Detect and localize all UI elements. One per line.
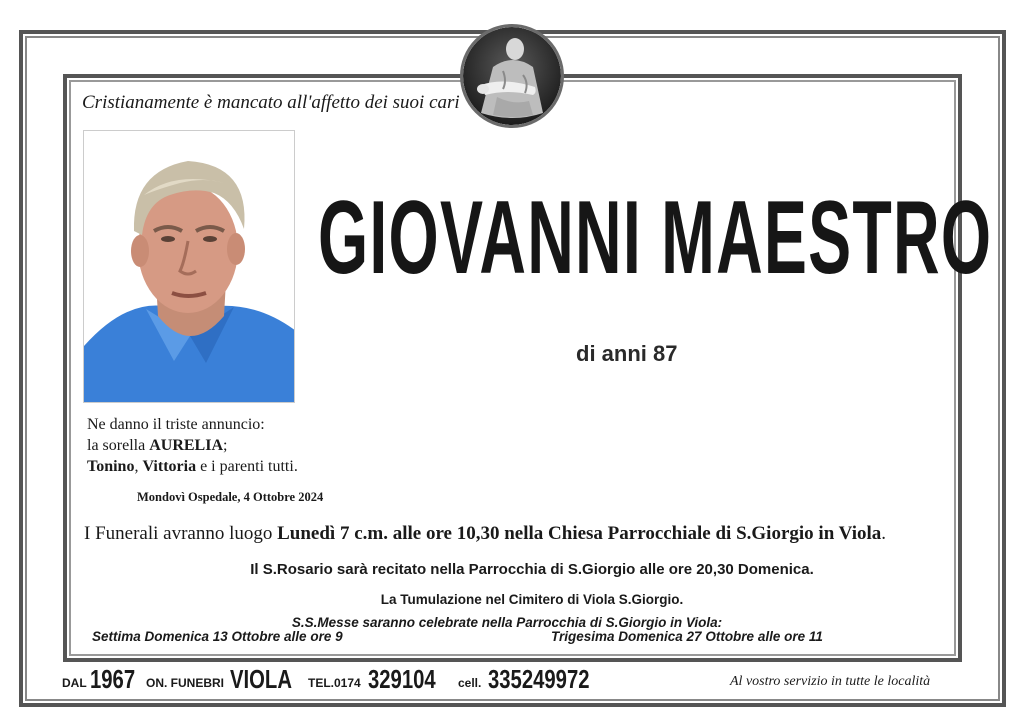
funeral-period: . <box>881 523 886 544</box>
announcement-separator: , <box>134 458 143 475</box>
funeral-details: Lunedì 7 c.m. alle ore 10,30 nella Chiesa Parrocchiale di S.Giorgio in Viola <box>277 523 882 544</box>
footer-cell-label: cell. <box>458 676 482 690</box>
footer-onoranze-label: ON. FUNEBRI <box>146 676 224 690</box>
funeral-intro: I Funerali avranno luogo <box>84 523 278 544</box>
announcement-block <box>87 414 298 477</box>
rosary-info: Il S.Rosario sarà recitato nella Parrocchia di S.Giorgio alle ore 20,30 Domenica. <box>250 561 814 578</box>
announcement-line-1: Ne danno il triste annuncio: <box>87 416 265 433</box>
footer-dal-label: DAL <box>62 676 87 690</box>
mass-thirtieth-day: Trigesima Domenica 27 Ottobre alle ore 11 <box>551 629 823 644</box>
deceased-portrait-photo <box>83 130 295 403</box>
deceased-name <box>318 182 1024 294</box>
announcement-sister-label: la sorella <box>87 437 150 454</box>
masses-title: S.S.Messe saranno celebrate nella Parrocchia di S.Giorgio in Viola: <box>291 615 723 630</box>
announcement-name-vittoria: Vittoria <box>142 458 197 475</box>
announcement-sister-name: AURELIA <box>149 437 223 454</box>
footer-service-tagline: Al vostro servizio in tutte le località <box>730 674 931 689</box>
announcement-name-tonino: Tonino <box>87 458 135 475</box>
footer-cell-number: 335249972 <box>488 664 590 694</box>
footer-year: 1967 <box>90 664 136 694</box>
age-text: di anni 87 <box>576 341 678 366</box>
announcement-line-2 <box>87 435 298 456</box>
announcement-semicolon: ; <box>223 437 228 454</box>
footer-tel-number: 329104 <box>368 664 436 694</box>
deceased-name-text: GIOVANNI MAESTRO <box>318 182 993 294</box>
announcement-relatives: e i parenti tutti. <box>196 458 298 475</box>
mass-seventh-day: Settima Domenica 13 Ottobre alle ore 9 <box>92 629 343 644</box>
place-date: Mondovì Ospedale, 4 Ottobre 2024 <box>137 490 324 504</box>
pieta-medallion-image <box>460 24 564 128</box>
funeral-info <box>84 523 886 545</box>
announcement-line-3 <box>87 456 298 477</box>
burial-info: La Tumulazione nel Cimitero di Viola S.Giorgio. <box>380 592 684 607</box>
footer-company-name: VIOLA <box>230 664 292 694</box>
footer-tel-label: TEL.0174 <box>308 676 361 690</box>
intro-text: Cristianamente è mancato all'affetto dei suoi cari <box>82 92 460 113</box>
